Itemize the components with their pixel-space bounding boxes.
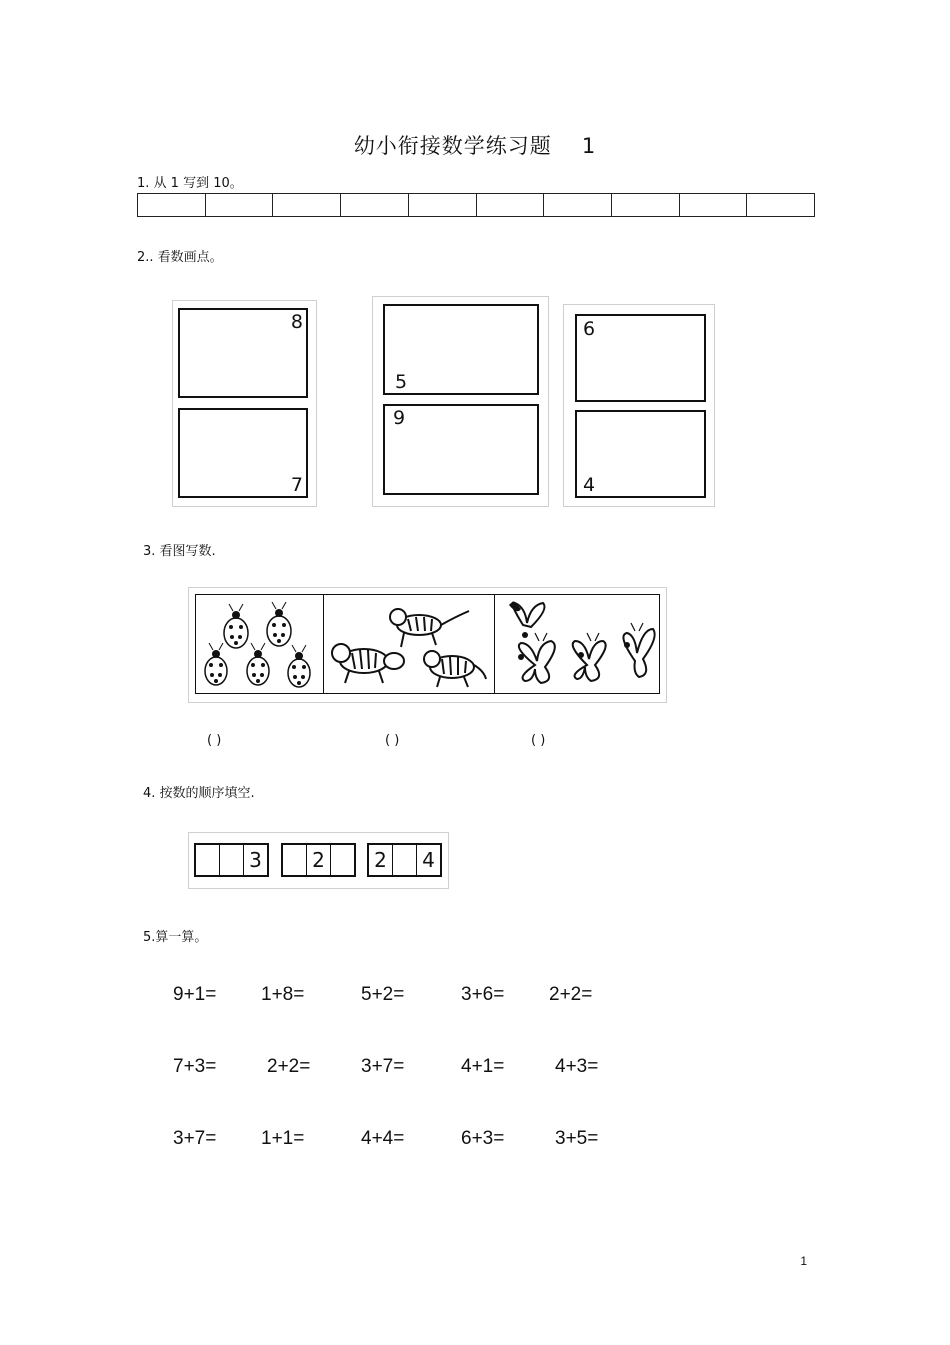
page-title xyxy=(0,130,950,160)
sequence-cell: 2 xyxy=(369,845,393,875)
picture-strip xyxy=(188,587,667,703)
question-3-label: 3. 看图写数. xyxy=(143,544,216,559)
answer-cell-9[interactable] xyxy=(680,194,748,216)
box-number: 6 xyxy=(583,318,596,340)
sequence-cell: 2 xyxy=(307,845,331,875)
answer-blank-butterflies[interactable]: ( ) xyxy=(531,733,546,748)
box-number: 7 xyxy=(290,474,303,496)
cat-icon xyxy=(324,595,494,692)
answer-cell-6[interactable] xyxy=(477,194,545,216)
dot-box-bottom[interactable] xyxy=(178,408,308,498)
sequence-group-2 xyxy=(281,843,356,877)
equation: 3+7= xyxy=(173,1128,217,1149)
equation: 2+2= xyxy=(267,1056,311,1077)
dot-panel-1 xyxy=(172,300,317,507)
dot-box-top[interactable] xyxy=(575,314,706,402)
box-number: 4 xyxy=(583,474,596,496)
sequence-panel xyxy=(188,832,449,889)
dot-panel-3 xyxy=(563,304,715,507)
sequence-cell[interactable] xyxy=(331,845,354,875)
write-numbers-grid xyxy=(137,193,815,217)
equation: 3+7= xyxy=(361,1056,405,1077)
answer-cell-2[interactable] xyxy=(206,194,274,216)
equation: 2+2= xyxy=(549,984,593,1005)
question-5-label: 5.算一算。 xyxy=(143,930,208,945)
dot-box-top[interactable] xyxy=(383,304,539,395)
ladybug-picture xyxy=(196,595,324,693)
equation: 9+1= xyxy=(173,984,217,1005)
equation: 6+3= xyxy=(461,1128,505,1149)
dot-box-bottom[interactable] xyxy=(383,404,539,495)
answer-cell-1[interactable] xyxy=(138,194,206,216)
equation: 7+3= xyxy=(173,1056,217,1077)
question-4-label: 4. 按数的顺序填空. xyxy=(143,786,255,801)
sequence-cell[interactable] xyxy=(196,845,220,875)
equation: 4+3= xyxy=(555,1056,599,1077)
title-number: 1 xyxy=(581,134,597,158)
sequence-cell[interactable] xyxy=(220,845,244,875)
box-number: 9 xyxy=(393,407,406,429)
answer-cell-8[interactable] xyxy=(612,194,680,216)
equation: 4+4= xyxy=(361,1128,405,1149)
sequence-cell: 4 xyxy=(422,848,435,872)
sequence-cell[interactable] xyxy=(393,845,417,875)
equation: 1+8= xyxy=(261,984,305,1005)
answer-blank-cats[interactable]: ( ) xyxy=(385,733,400,748)
page-number: 1 xyxy=(800,1254,807,1268)
equation: 3+6= xyxy=(461,984,505,1005)
box-number: 8 xyxy=(290,311,303,333)
sequence-group-1 xyxy=(194,843,269,877)
answer-cell-3[interactable] xyxy=(273,194,341,216)
butterfly-picture xyxy=(495,595,660,693)
answer-cell-7[interactable] xyxy=(544,194,612,216)
sequence-cell[interactable] xyxy=(283,845,307,875)
equation: 1+1= xyxy=(261,1128,305,1149)
equation: 3+5= xyxy=(555,1128,599,1149)
dot-panel-2 xyxy=(372,296,549,507)
cat-picture xyxy=(324,595,495,693)
question-2-label: 2.. 看数画点。 xyxy=(137,250,223,265)
answer-cell-10[interactable] xyxy=(747,194,814,216)
answer-blank-ladybugs[interactable]: ( ) xyxy=(207,733,222,748)
answer-cell-5[interactable] xyxy=(409,194,477,216)
equation: 4+1= xyxy=(461,1056,505,1077)
question-1-label: 1. 从 1 写到 10。 xyxy=(137,176,243,191)
answer-cell-4[interactable] xyxy=(341,194,409,216)
title-text: 幼小衔接数学练习题 xyxy=(353,134,552,158)
sequence-group-3 xyxy=(367,843,442,877)
butterfly-icon xyxy=(495,595,660,692)
ladybug-icon xyxy=(196,595,323,692)
sequence-cell: 3 xyxy=(249,848,262,872)
dot-box-top[interactable] xyxy=(178,308,308,398)
box-number: 5 xyxy=(395,371,408,393)
equation: 5+2= xyxy=(361,984,405,1005)
dot-box-bottom[interactable] xyxy=(575,410,706,498)
